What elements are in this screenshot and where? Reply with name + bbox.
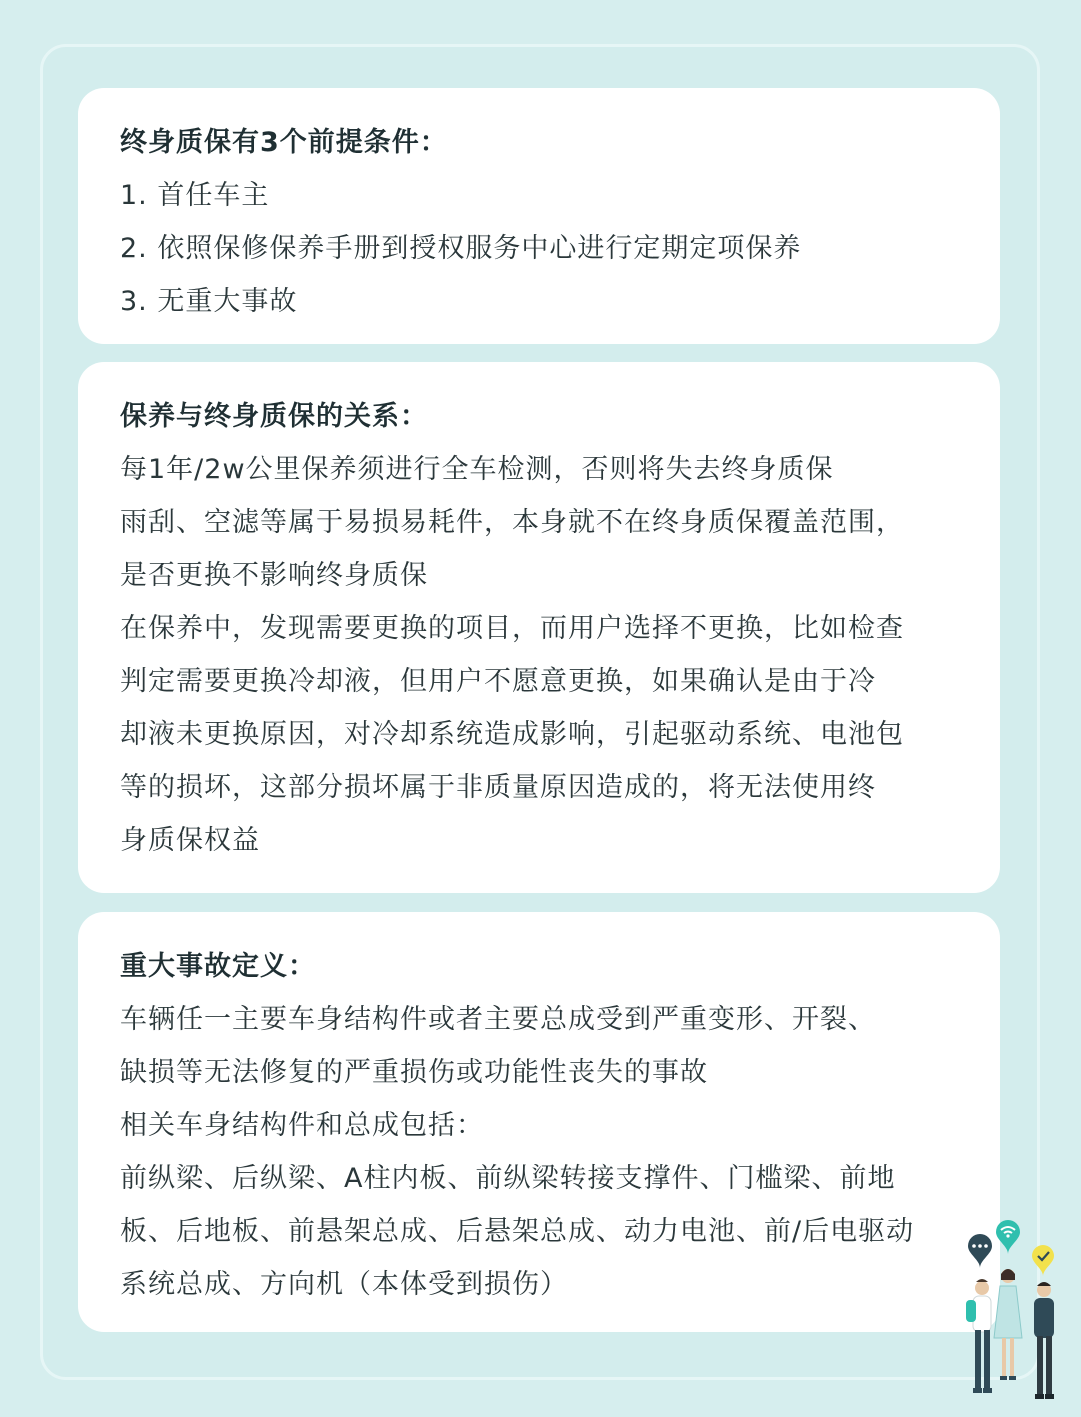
text-line: 雨刮、空滤等属于易损易耗件，本身就不在终身质保覆盖范围， <box>120 507 904 538</box>
list-item: 2. 依照保修保养手册到授权服务中心进行定期定项保养 <box>120 233 802 264</box>
chat-bubble-icon <box>968 1234 992 1268</box>
prerequisites-card <box>78 88 1000 344</box>
maintenance-relation-card <box>78 362 1000 893</box>
text-line: 等的损坏，这部分损坏属于非质量原因造成的，将无法使用终 <box>120 772 876 803</box>
text-line: 却液未更换原因，对冷却系统造成影响，引起驱动系统、电池包 <box>120 719 904 750</box>
text-line: 判定需要更换冷却液，但用户不愿意更换，如果确认是由于冷 <box>120 666 876 697</box>
list-item: 3. 无重大事故 <box>120 286 298 317</box>
list-item: 1. 首任车主 <box>120 180 270 211</box>
wifi-icon <box>996 1220 1020 1254</box>
section-heading: 终身质保有3个前提条件： <box>120 127 448 158</box>
text-line: 相关车身结构件和总成包括： <box>120 1110 484 1141</box>
text-line: 前纵梁、后纵梁、A柱内板、前纵梁转接支撑件、门槛梁、前地 <box>120 1163 896 1194</box>
text-line: 是否更换不影响终身质保 <box>120 560 428 591</box>
text-line: 在保养中，发现需要更换的项目，而用户选择不更换，比如检查 <box>120 613 904 644</box>
people-illustration <box>958 1218 1068 1408</box>
check-icon <box>1032 1245 1054 1276</box>
person-left <box>966 1279 992 1393</box>
person-middle <box>994 1269 1022 1380</box>
text-line: 缺损等无法修复的严重损伤或功能性丧失的事故 <box>120 1057 708 1088</box>
section-heading: 保养与终身质保的关系： <box>120 401 428 432</box>
text-line: 身质保权益 <box>120 825 260 856</box>
text-line: 板、后地板、前悬架总成、后悬架总成、动力电池、前/后电驱动 <box>120 1216 915 1247</box>
major-accident-card <box>78 912 1000 1332</box>
text-line: 每1年/2w公里保养须进行全车检测，否则将失去终身质保 <box>120 454 834 485</box>
text-line: 车辆任一主要车身结构件或者主要总成受到严重变形、开裂、 <box>120 1004 876 1035</box>
section-heading: 重大事故定义： <box>120 951 316 982</box>
text-line: 系统总成、方向机（本体受到损伤） <box>120 1269 568 1300</box>
person-right <box>1034 1282 1054 1399</box>
